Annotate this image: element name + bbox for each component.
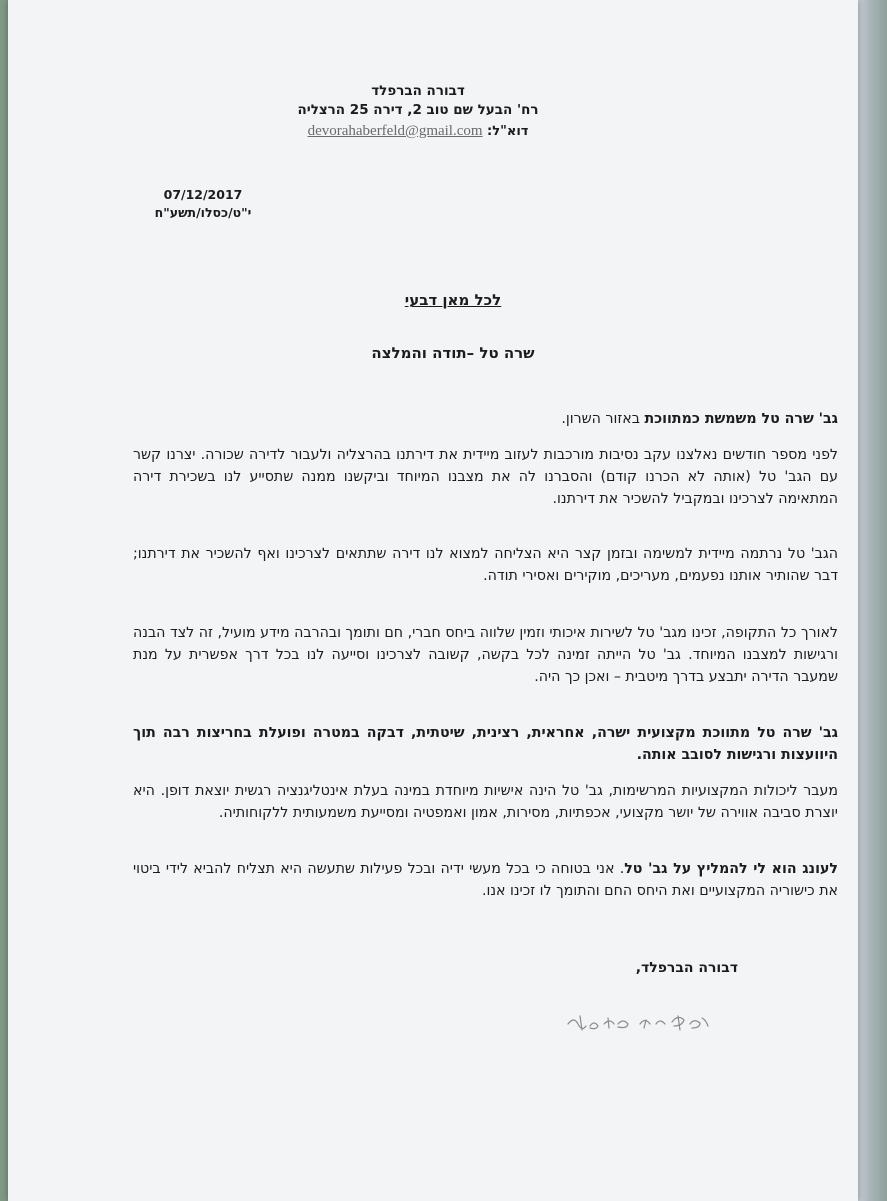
paragraph-5: גב' שרה טל מתווכת מקצועית ישרה, אחראית, רצינית, שיטתית, דבקה במטרה ופועלת בחריצות רבה תוך היוועצות ורגישות לסובב אותה.	[133, 725, 838, 763]
subject-line: שרה טל –תודה והמלצה	[371, 344, 535, 362]
paragraph-7-rest: . אני בטוחה כי בכל מעשי ידיה ובכל פעילות שתעשה היא תצליח להביא לידי ביטוי את כישוריה המקצועיים ואת היחס החם והתומך לו זכינו אנו.	[133, 861, 838, 899]
paragraph-7	[133, 858, 838, 902]
email-label: דוא"ל:	[487, 124, 529, 139]
closing-name: דבורה הברפלד,	[635, 960, 738, 976]
hebrew-date: י"ט/כסלו/תשע"ח	[154, 205, 252, 220]
background-edge	[858, 0, 887, 1201]
letterhead	[268, 82, 568, 143]
paragraph-1-rest: באזור השרון.	[561, 411, 645, 427]
email-row	[268, 120, 568, 143]
paragraph-1	[133, 408, 838, 430]
paragraph-2: לפני מספר חודשים נאלצנו עקב נסיבות מורכבות לעזוב מיידית את דירתנו בהרצליה ולעבור לדירה שכורה. יצרנו קשר עם הגב' טל (אותה לא הכרנו קודם) והסברנו לה את מצבנו המיוחד וביקשנו ממנה שתסייע לנו בשכירת דירה המתאימה לצרכינו ובמקביל להשכיר את דירתנו.	[133, 447, 838, 507]
handwritten-signature	[560, 1002, 720, 1042]
email-link[interactable]: devorahaberfeld@gmail.com	[307, 123, 483, 139]
paragraph-6: מעבר ליכולות המקצועיות המרשימות, גב' טל הינה אישיות מיוחדת במינה בעלת אינטליגנציה רגשית יוצאת דופן. היא יוצרת סביבה אווירה של יושר מקצועי, אכפתיות, מסירות, אמון ואמפטיה ומסייעת משמעותית ללקוחותיה.	[133, 783, 838, 821]
paragraph-7-bold: לעונג הוא לי להמליץ על גב' טל	[624, 861, 838, 877]
date-block	[148, 186, 258, 222]
gregorian-date: 07/12/2017	[163, 187, 243, 202]
greeting: לכל מאן דבעי	[404, 291, 502, 309]
paragraph-3: הגב' טל נרתמה מיידית למשימה ובזמן קצר היא הצליחה למצוא לנו דירה שתתאים לצרכינו ואף להשכיר את דירתנו; דבר שהותיר אותנו נפעמים, מעריכים, מוקירים ואסירי תודה.	[133, 546, 838, 584]
paragraph-1-bold: גב' שרה טל משמשת כמתווכת	[644, 411, 838, 427]
sender-name: דבורה הברפלד	[371, 83, 465, 99]
paragraph-4: לאורך כל התקופה, זכינו מגב' טל לשירות איכותי וזמין שלווה ביחס חברי, חם ותומך ובהרבה מידע מועיל, זה לצד הבנה ורגישות למצבנו המיוחד. גב' טל הייתה זמינה לכל בקשה, קשובה לצרכינו וסייעה לנו בכל דרך אפשרית על מנת שמעבר הדירה יתבצע בדרך מיטבית – ואכן כך היה.	[133, 625, 838, 685]
sender-address: רח' הבעל שם טוב 2, דירה 25 הרצליה	[297, 102, 539, 118]
letter-page	[8, 0, 858, 1201]
